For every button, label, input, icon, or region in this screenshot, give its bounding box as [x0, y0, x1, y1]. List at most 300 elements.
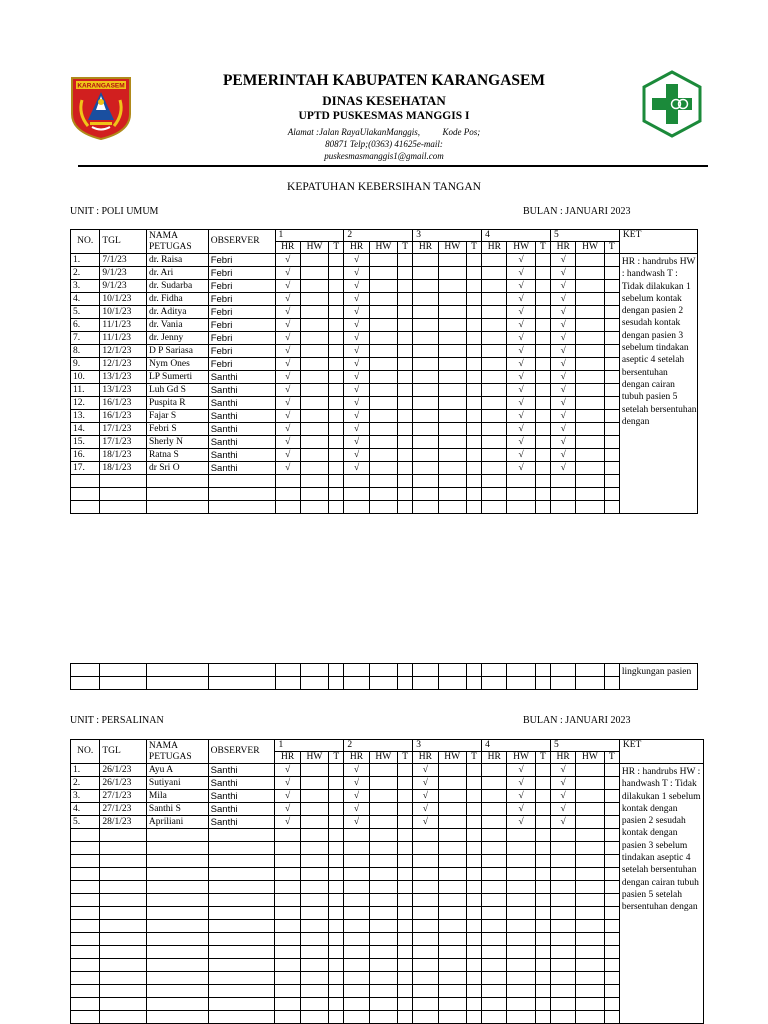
checkmark: √ [550, 803, 575, 816]
check-cell [507, 829, 535, 842]
row-no: 2. [71, 777, 100, 790]
subheader-hr: HR [344, 752, 369, 764]
check-cell [576, 345, 604, 358]
check-cell [604, 384, 619, 397]
check-cell [535, 371, 550, 384]
check-cell [482, 868, 507, 881]
checkmark: √ [344, 777, 369, 790]
row-observer: Santhi [208, 803, 275, 816]
check-cell [576, 933, 604, 946]
check-cell [535, 946, 550, 959]
check-cell [398, 959, 413, 972]
compliance-table-continuation [70, 663, 698, 690]
empty-cell [71, 677, 100, 690]
row-observer: Santhi [208, 790, 275, 803]
checkmark: √ [507, 449, 535, 462]
check-cell [604, 332, 619, 345]
svg-text:KARANGASEM: KARANGASEM [77, 82, 125, 90]
checkmark: √ [551, 319, 576, 332]
check-cell [344, 855, 369, 868]
row-observer [208, 881, 275, 894]
table-row [71, 475, 698, 488]
checkmark: √ [344, 423, 369, 436]
check-cell [466, 488, 481, 501]
checkmark: √ [507, 790, 535, 803]
ket-legend: HR : handrubs HW : handwash T : Tidak dilakukan 1 sebelum kontak dengan pasien 2 sesudah kontak dengan pasien 3 sebelum tindakan aseptic 4 setelah bersentuhan dengan cairan tubuh pasien 5 setelah bersentuhan dengan [619, 764, 703, 1024]
check-cell [576, 777, 604, 790]
check-cell [329, 254, 344, 267]
check-cell [604, 985, 619, 998]
row-date [100, 842, 147, 855]
checkmark: √ [507, 293, 535, 306]
check-cell [482, 920, 507, 933]
checkmark: √ [507, 254, 535, 267]
check-cell [535, 764, 550, 777]
row-no: 7. [71, 332, 100, 345]
puskesmas-logo [640, 70, 704, 138]
table-row [71, 371, 698, 384]
check-cell [535, 319, 550, 332]
check-cell [482, 293, 507, 306]
check-cell [604, 358, 619, 371]
check-cell [604, 816, 619, 829]
check-cell [482, 332, 507, 345]
check-cell [466, 319, 481, 332]
checkmark: √ [507, 423, 535, 436]
check-cell [535, 280, 550, 293]
check-cell [398, 319, 413, 332]
check-cell [329, 384, 344, 397]
check-cell [604, 410, 619, 423]
checkmark: √ [413, 777, 438, 790]
row-observer [208, 907, 275, 920]
check-cell [344, 881, 369, 894]
check-cell [413, 907, 438, 920]
table-row [71, 972, 704, 985]
check-cell [344, 907, 369, 920]
check-cell [344, 998, 369, 1011]
check-cell [482, 280, 507, 293]
row-date [100, 855, 147, 868]
subheader-hw: HW [576, 752, 604, 764]
check-cell [300, 946, 328, 959]
check-cell [329, 829, 344, 842]
check-cell [535, 907, 550, 920]
check-cell [535, 816, 550, 829]
check-cell [535, 436, 550, 449]
check-cell [329, 881, 344, 894]
table-row [71, 397, 698, 410]
subheader-hr: HR [413, 752, 438, 764]
empty-cell [146, 664, 208, 677]
checkmark: √ [550, 777, 575, 790]
check-cell [300, 855, 328, 868]
row-name: Santhi S [146, 803, 208, 816]
checkmark: √ [551, 423, 576, 436]
check-cell [576, 254, 604, 267]
check-cell [550, 894, 575, 907]
check-cell [344, 501, 369, 514]
subheader-t: T [329, 242, 344, 254]
empty-cell [275, 677, 300, 690]
check-cell [482, 462, 507, 475]
check-cell [535, 985, 550, 998]
row-date: 12/1/23 [100, 345, 147, 358]
empty-cell [551, 677, 576, 690]
empty-cell [413, 664, 438, 677]
row-observer [208, 868, 275, 881]
check-cell [482, 319, 507, 332]
check-cell [300, 254, 328, 267]
check-cell [344, 488, 369, 501]
checkmark: √ [551, 306, 576, 319]
check-cell [369, 254, 397, 267]
check-cell [604, 907, 619, 920]
col-header-nama: NAMA PETUGAS [146, 740, 208, 764]
check-cell [535, 972, 550, 985]
header-row [71, 230, 698, 242]
row-name [146, 920, 208, 933]
check-cell [329, 959, 344, 972]
checkmark: √ [275, 293, 300, 306]
checkmark: √ [507, 384, 535, 397]
row-name [146, 488, 208, 501]
check-cell [413, 319, 438, 332]
check-cell [466, 306, 481, 319]
check-cell [466, 475, 481, 488]
check-cell [482, 449, 507, 462]
check-cell [413, 332, 438, 345]
checkmark: √ [551, 267, 576, 280]
check-cell [466, 384, 481, 397]
row-no: 12. [71, 397, 100, 410]
empty-cell [369, 664, 397, 677]
check-cell [482, 816, 507, 829]
table-row [71, 920, 704, 933]
checkmark: √ [344, 371, 369, 384]
checkmark: √ [507, 462, 535, 475]
checkmark: √ [550, 764, 575, 777]
check-cell [535, 332, 550, 345]
check-cell [535, 488, 550, 501]
col-header-nama: NAMA PETUGAS [146, 230, 208, 254]
check-cell [507, 1011, 535, 1024]
check-cell [466, 254, 481, 267]
check-cell [413, 972, 438, 985]
check-cell [604, 501, 619, 514]
check-cell [398, 423, 413, 436]
check-cell [300, 842, 328, 855]
check-cell [369, 816, 397, 829]
row-observer [208, 829, 275, 842]
check-cell [300, 777, 328, 790]
row-name: Ayu A [146, 764, 208, 777]
check-cell [482, 423, 507, 436]
check-cell [398, 933, 413, 946]
row-name: dr. Vania [146, 319, 208, 332]
row-date [100, 501, 147, 514]
checkmark: √ [275, 803, 300, 816]
check-cell [550, 881, 575, 894]
check-cell [369, 436, 397, 449]
moment-header-3: 3 [413, 230, 482, 242]
row-no [71, 488, 100, 501]
check-cell [507, 998, 535, 1011]
check-cell [576, 868, 604, 881]
checkmark: √ [344, 384, 369, 397]
check-cell [507, 946, 535, 959]
table-row [71, 462, 698, 475]
check-cell [604, 436, 619, 449]
checkmark: √ [507, 267, 535, 280]
checkmark: √ [507, 777, 535, 790]
table-row [71, 816, 704, 829]
row-date: 16/1/23 [100, 410, 147, 423]
empty-cell [329, 677, 344, 690]
check-cell [398, 842, 413, 855]
row-name: Luh Gd S [146, 384, 208, 397]
check-cell [604, 280, 619, 293]
row-name: dr Sri O [146, 462, 208, 475]
row-observer [208, 501, 275, 514]
check-cell [275, 946, 300, 959]
row-name [146, 881, 208, 894]
check-cell [438, 280, 466, 293]
check-cell [550, 829, 575, 842]
checkmark: √ [551, 280, 576, 293]
check-cell [413, 842, 438, 855]
check-cell [413, 488, 438, 501]
check-cell [369, 397, 397, 410]
check-cell [300, 475, 328, 488]
check-cell [576, 293, 604, 306]
row-name: Puspita R [146, 397, 208, 410]
check-cell [300, 397, 328, 410]
check-cell [413, 423, 438, 436]
checkmark: √ [551, 345, 576, 358]
moment-header-1: 1 [275, 740, 344, 752]
check-cell [369, 384, 397, 397]
empty-cell [369, 677, 397, 690]
check-cell [438, 345, 466, 358]
checkmark: √ [413, 803, 438, 816]
row-observer: Febri [208, 358, 275, 371]
checkmark: √ [507, 306, 535, 319]
checkmark: √ [275, 410, 300, 423]
moment-header-1: 1 [275, 230, 344, 242]
check-cell [438, 842, 466, 855]
check-cell [482, 959, 507, 972]
empty-cell [438, 664, 466, 677]
moment-header-2: 2 [344, 740, 413, 752]
subheader-t: T [398, 752, 413, 764]
check-cell [300, 501, 328, 514]
check-cell [369, 842, 397, 855]
check-cell [604, 777, 619, 790]
check-cell [438, 475, 466, 488]
check-cell [438, 855, 466, 868]
check-cell [300, 371, 328, 384]
check-cell [369, 790, 397, 803]
check-cell [300, 436, 328, 449]
check-cell [507, 501, 535, 514]
empty-cell [507, 677, 535, 690]
row-observer: Santhi [208, 371, 275, 384]
check-cell [550, 868, 575, 881]
check-cell [369, 267, 397, 280]
check-cell [329, 488, 344, 501]
check-cell [604, 920, 619, 933]
row-no: 4. [71, 803, 100, 816]
check-cell [482, 907, 507, 920]
table-row [71, 777, 704, 790]
row-date [100, 972, 147, 985]
row-date [100, 933, 147, 946]
checkmark: √ [551, 449, 576, 462]
check-cell [466, 972, 481, 985]
checkmark: √ [344, 816, 369, 829]
row-date [100, 881, 147, 894]
row-no [71, 972, 100, 985]
address-line-2: 80871 Telp;(0363) 41625e-mail: [325, 139, 443, 149]
checkmark: √ [507, 410, 535, 423]
row-name [146, 829, 208, 842]
moment-header-4: 4 [482, 740, 551, 752]
row-name [146, 998, 208, 1011]
check-cell [550, 907, 575, 920]
check-cell [398, 449, 413, 462]
row-date: 26/1/23 [100, 764, 147, 777]
check-cell [604, 449, 619, 462]
col-header-observer: OBSERVER [208, 230, 275, 254]
row-no [71, 475, 100, 488]
check-cell [300, 764, 328, 777]
row-no: 1. [71, 764, 100, 777]
check-cell [604, 306, 619, 319]
check-cell [466, 462, 481, 475]
check-cell [369, 946, 397, 959]
check-cell [482, 488, 507, 501]
check-cell [604, 803, 619, 816]
check-cell [438, 829, 466, 842]
row-observer: Febri [208, 254, 275, 267]
checkmark: √ [344, 436, 369, 449]
check-cell [438, 462, 466, 475]
subheader-hr: HR [413, 242, 438, 254]
empty-cell [208, 677, 275, 690]
check-cell [535, 881, 550, 894]
checkmark: √ [275, 397, 300, 410]
check-cell [535, 894, 550, 907]
check-cell [507, 475, 535, 488]
check-cell [482, 764, 507, 777]
check-cell [576, 816, 604, 829]
check-cell [438, 907, 466, 920]
table-row [71, 267, 698, 280]
check-cell [344, 933, 369, 946]
check-cell [300, 358, 328, 371]
check-cell [466, 293, 481, 306]
address-line-1: Alamat :Jalan RayaUlakanManggis, Kode Pos; [287, 127, 481, 137]
check-cell [466, 332, 481, 345]
section-1-unit: UNIT : POLI UMUM [70, 206, 159, 217]
checkmark: √ [507, 436, 535, 449]
col-header-tgl: TGL [100, 230, 147, 254]
empty-cell [466, 677, 481, 690]
check-cell [576, 358, 604, 371]
check-cell [398, 907, 413, 920]
check-cell [576, 959, 604, 972]
check-cell [535, 358, 550, 371]
check-cell [466, 868, 481, 881]
check-cell [398, 254, 413, 267]
check-cell [300, 985, 328, 998]
check-cell [604, 423, 619, 436]
subheader-t: T [329, 752, 344, 764]
check-cell [329, 371, 344, 384]
checkmark: √ [344, 345, 369, 358]
checkmark: √ [551, 462, 576, 475]
check-cell [604, 790, 619, 803]
empty-cell [535, 664, 550, 677]
subheader-hr: HR [550, 752, 575, 764]
row-name: Sutiyani [146, 777, 208, 790]
checkmark: √ [275, 423, 300, 436]
check-cell [550, 985, 575, 998]
row-name: Apriliani [146, 816, 208, 829]
check-cell [535, 790, 550, 803]
empty-cell [146, 677, 208, 690]
check-cell [369, 488, 397, 501]
row-name: Sherly N [146, 436, 208, 449]
check-cell [300, 423, 328, 436]
check-cell [369, 920, 397, 933]
check-cell [300, 998, 328, 1011]
row-observer [208, 488, 275, 501]
check-cell [329, 436, 344, 449]
row-no [71, 920, 100, 933]
row-name [146, 475, 208, 488]
check-cell [344, 1011, 369, 1024]
check-cell [344, 894, 369, 907]
check-cell [535, 868, 550, 881]
check-cell [300, 894, 328, 907]
moment-header-3: 3 [413, 740, 482, 752]
check-cell [275, 894, 300, 907]
check-cell [329, 907, 344, 920]
row-name: D P Sariasa [146, 345, 208, 358]
check-cell [604, 293, 619, 306]
subheader-hw: HW [369, 242, 397, 254]
row-name: Mila [146, 790, 208, 803]
check-cell [329, 985, 344, 998]
table-row [71, 985, 704, 998]
check-cell [329, 998, 344, 1011]
row-date: 11/1/23 [100, 332, 147, 345]
check-cell [576, 985, 604, 998]
check-cell [576, 449, 604, 462]
check-cell [438, 371, 466, 384]
check-cell [413, 397, 438, 410]
table-row [71, 319, 698, 332]
check-cell [535, 855, 550, 868]
check-cell [604, 842, 619, 855]
checkmark: √ [344, 332, 369, 345]
checkmark: √ [344, 790, 369, 803]
check-cell [550, 842, 575, 855]
check-cell [466, 423, 481, 436]
check-cell [329, 790, 344, 803]
